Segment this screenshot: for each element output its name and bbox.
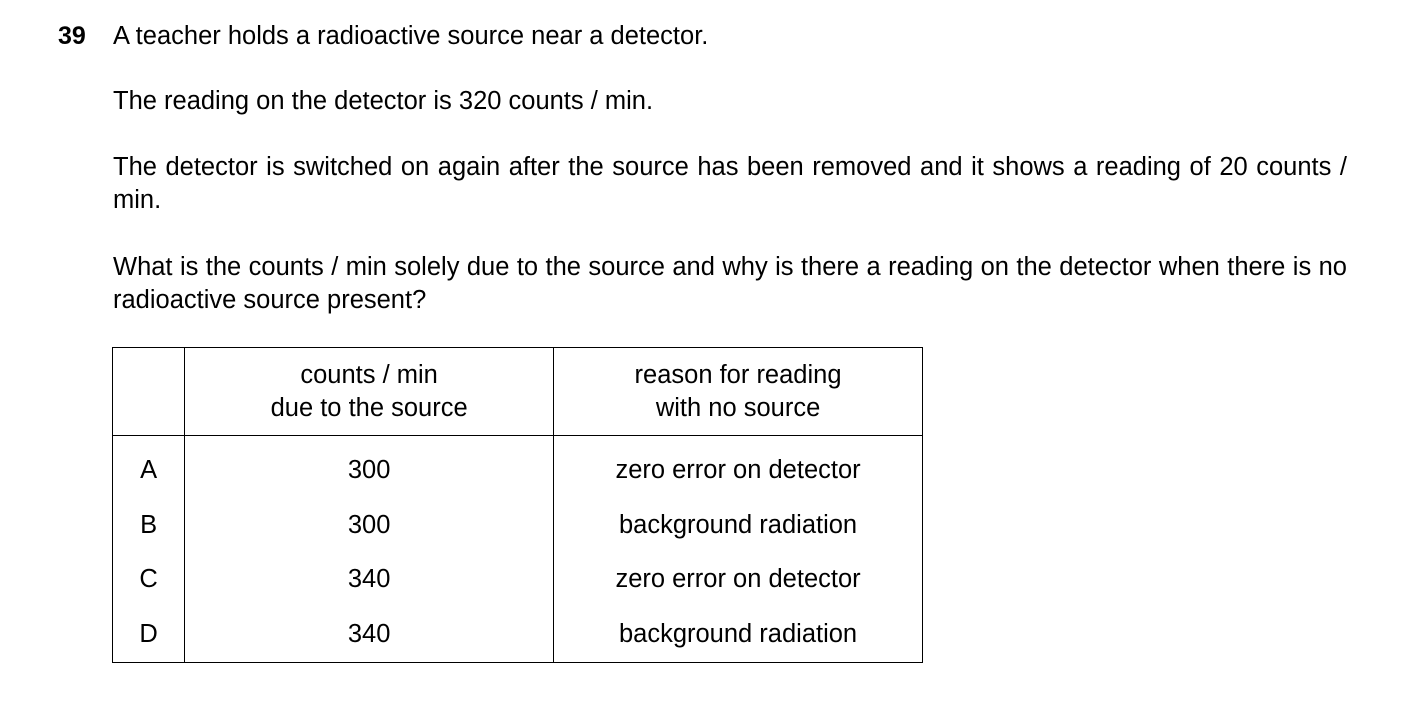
option-reason: background radiation <box>554 498 923 553</box>
detector-reading-text: The reading on the detector is 320 counts / min. <box>113 87 654 115</box>
background-reading-text: The detector is switched on again after the source has been removed and it shows a reading of 20 counts / min. <box>113 153 1347 214</box>
option-counts: 300 <box>185 436 554 499</box>
header-counts-line1: counts / min <box>300 360 438 389</box>
option-counts: 340 <box>185 607 554 662</box>
header-reason-line2: with no source <box>655 393 821 422</box>
header-letter-cell <box>113 348 185 436</box>
answer-options-table <box>112 347 923 663</box>
option-row-b[interactable] <box>113 498 923 553</box>
header-counts <box>185 348 554 436</box>
option-row-c[interactable] <box>113 553 923 608</box>
question-stem: A teacher holds a radioactive source near a detector. <box>113 22 709 50</box>
header-counts-line2: due to the source <box>270 393 468 422</box>
option-counts: 340 <box>185 553 554 608</box>
option-letter: C <box>113 553 185 608</box>
option-row-a[interactable] <box>113 436 923 499</box>
option-letter: A <box>113 436 185 499</box>
option-reason: zero error on detector <box>554 436 923 499</box>
option-letter: D <box>113 607 185 662</box>
header-reason <box>554 348 923 436</box>
question-number: 39 <box>58 22 86 50</box>
header-reason-line1: reason for reading <box>634 360 842 389</box>
option-letter: B <box>113 498 185 553</box>
question-prompt: What is the counts / min solely due to the source and why is there a reading on the detector when there is no radioactive source present? <box>113 253 1347 314</box>
option-row-d[interactable] <box>113 607 923 662</box>
option-reason: zero error on detector <box>554 553 923 608</box>
table-header-row <box>113 348 923 436</box>
option-counts: 300 <box>185 498 554 553</box>
option-reason: background radiation <box>554 607 923 662</box>
